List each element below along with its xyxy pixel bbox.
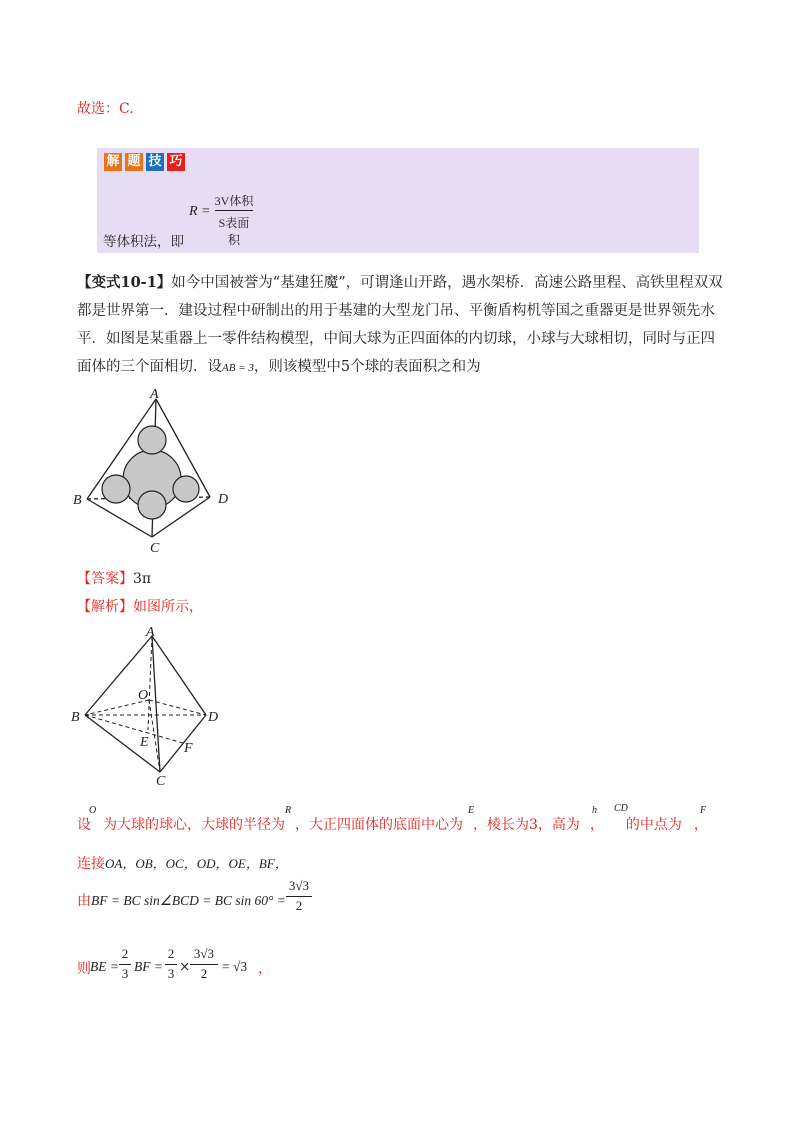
formula-bar xyxy=(215,210,253,211)
line3-bar xyxy=(286,896,312,897)
variant-paragraph xyxy=(77,269,723,382)
symbol-o: O xyxy=(89,805,97,816)
variant-condition: AB = 3 xyxy=(222,362,254,374)
symbol-h: h xyxy=(592,805,597,816)
line1-part-e: ， xyxy=(589,817,604,833)
symbol-cd: CD xyxy=(614,803,628,814)
line4-frac3-bar xyxy=(190,964,218,965)
line4-formula-c: = √3 xyxy=(222,959,248,974)
figure-tetrahedron-construction xyxy=(68,622,238,792)
symbol-e: E xyxy=(468,805,475,816)
answer-line xyxy=(77,568,151,588)
line4-frac2-den: 3 xyxy=(167,966,175,981)
small-sphere-bottom xyxy=(138,491,166,519)
fig2-label-o: O xyxy=(138,688,149,703)
small-sphere-top xyxy=(138,426,166,454)
solution-line-1 xyxy=(77,814,737,844)
line4-frac1-num: 2 xyxy=(121,946,129,961)
badge-qiao: 巧 xyxy=(167,153,185,171)
line4-label: 则 xyxy=(77,961,91,977)
fig2-label-d: D xyxy=(208,710,219,725)
line2-items: OA，OB，OC，OD，OE，BF， xyxy=(105,856,288,871)
segment-bf xyxy=(85,715,183,743)
fig2-label-c: C xyxy=(156,774,166,789)
answer-label: 【答案】 xyxy=(77,571,133,587)
variant-label: 【变式10-1】 xyxy=(77,274,172,291)
line4-frac2-bar xyxy=(165,964,177,965)
small-sphere-left xyxy=(102,475,130,503)
line4-frac3-num: 3√3 xyxy=(193,946,215,961)
fig2-label-e: E xyxy=(140,735,149,750)
line3-formula: BF = BC sin∠BCD = BC sin 60° = xyxy=(91,893,286,908)
line3-label: 由 xyxy=(77,893,91,909)
edge-ab xyxy=(85,636,152,715)
figure-tetrahedron-spheres xyxy=(70,385,240,555)
formula-denominator: S表面积 xyxy=(218,216,250,247)
badge-jie: 解 xyxy=(104,153,122,171)
line1-part-a: 设 xyxy=(77,817,91,833)
line1-part-b: 为大球的球心，大球的半径为 xyxy=(103,817,285,833)
formula-lhs: R = xyxy=(189,204,211,219)
line4-times: × xyxy=(179,959,191,975)
small-sphere-right xyxy=(173,476,199,502)
line4-frac2-num: 2 xyxy=(167,946,175,961)
line4-end: ， xyxy=(258,961,272,977)
line3-denominator: 2 xyxy=(295,898,303,913)
badge-ji: 技 xyxy=(146,153,164,171)
edge-cd xyxy=(160,715,206,772)
badge-ti: 题 xyxy=(125,153,143,171)
edge-ad xyxy=(152,636,206,715)
line4-frac3-den: 2 xyxy=(200,966,208,981)
fig1-label-c: C xyxy=(150,541,160,555)
analysis-label: 【解析】 xyxy=(77,599,133,615)
analysis-text: 如图所示， xyxy=(133,599,203,615)
fig1-label-b: B xyxy=(73,493,82,508)
variant-text-end: ，则该模型中5个球的表面积之和为 xyxy=(253,359,481,375)
line1-part-d: ，棱长为3，高为 xyxy=(473,817,580,833)
solution-line-3 xyxy=(77,890,286,920)
line4-formula-a: BE = xyxy=(90,959,119,974)
fig2-label-f: F xyxy=(184,741,193,756)
solution-line-4-label xyxy=(77,958,91,978)
fig1-label-d: D xyxy=(218,492,229,507)
line1-part-f: 的中点为 xyxy=(625,817,682,833)
symbol-f: F xyxy=(700,805,707,816)
tip-box xyxy=(97,148,699,253)
formula-numerator: 3V体积 xyxy=(214,194,254,208)
edge-ac xyxy=(152,636,160,772)
analysis-line xyxy=(77,596,203,616)
line3-numerator: 3√3 xyxy=(288,878,310,893)
line1-part-c: ，大正四面体的底面中心为 xyxy=(295,817,463,833)
fig1-label-a: A xyxy=(150,387,159,402)
line4-frac1-bar xyxy=(119,964,131,965)
fig2-label-b: B xyxy=(71,710,80,725)
line4-formula-b: BF = xyxy=(134,959,163,974)
variant-text: 如今中国被誉为“基建狂魔”，可谓逢山开路，遇水架桥．高速公路里程、高铁里程双双都是世界第一．建设过程中研制出的用于基建的大型龙门吊、平衡盾构机等国之重器更是世界领先水平．如图是某重器上一零件结构模型，中间大球为正四面体的内切球，小球与大球相切，同时与正四面体的三个面相切．设 xyxy=(77,275,723,375)
tip-caption: 等体积法，即 xyxy=(103,234,184,250)
symbol-r: R xyxy=(285,805,292,816)
line1-part-g: ， xyxy=(693,817,708,833)
line4-frac1-den: 3 xyxy=(121,966,129,981)
conclusion-text: 故选：C. xyxy=(77,101,134,117)
answer-value: 3π xyxy=(133,571,152,587)
solution-line-2 xyxy=(77,853,288,873)
line2-label: 连接 xyxy=(77,856,105,872)
fig2-label-a: A xyxy=(146,625,155,640)
